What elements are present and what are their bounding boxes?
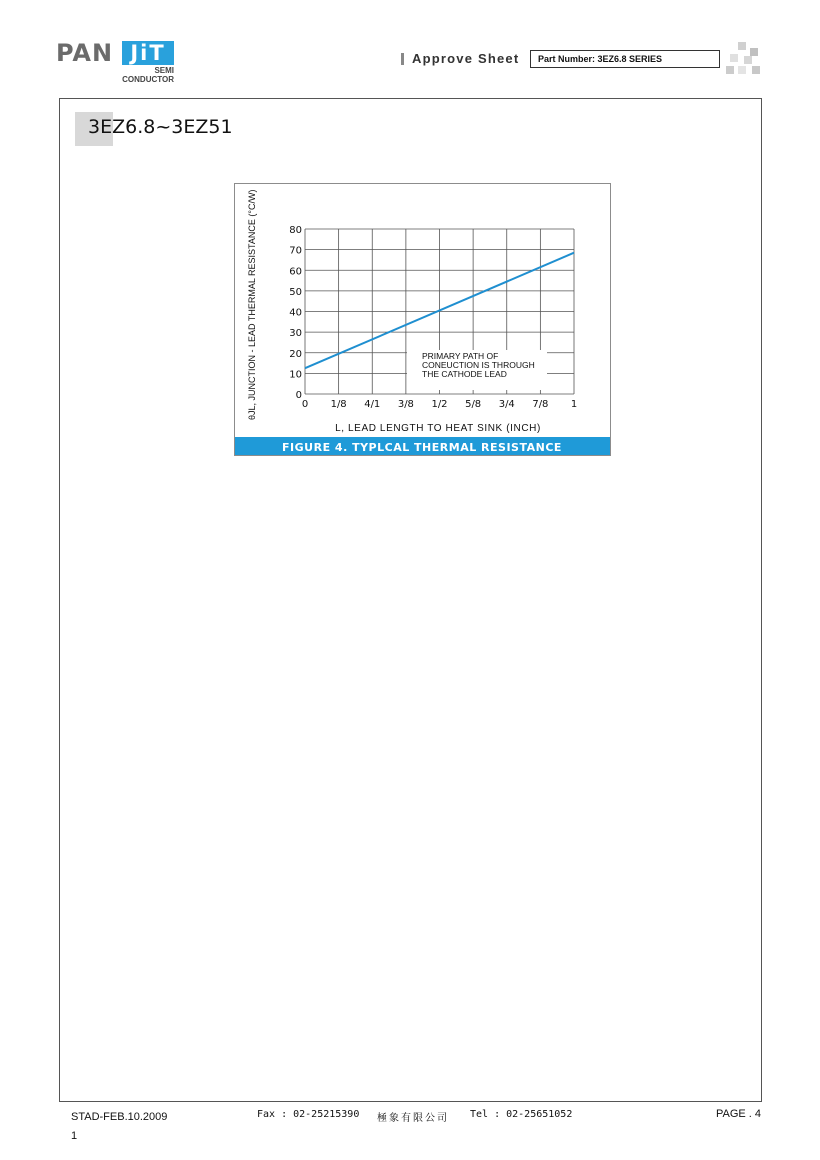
y-tick-label: 0 <box>295 390 302 401</box>
x-tick-label: 5/8 <box>465 399 482 410</box>
logo-conductor-text: CONDUCTOR <box>122 75 174 84</box>
footer-company: 極象有限公司 <box>377 1113 449 1124</box>
y-tick-label: 20 <box>289 348 302 360</box>
footer-sheet-number: 1 <box>71 1130 78 1142</box>
x-tick-label: 4/1 <box>364 399 381 410</box>
logo-pan-text: PAN <box>56 39 114 67</box>
x-tick-label: 7/8 <box>532 399 549 410</box>
y-tick-label: 40 <box>289 307 302 319</box>
annotation-line-2: CONEUCTION IS THROUGH <box>422 360 535 370</box>
x-tick-labels <box>302 399 577 410</box>
y-axis-label: θJL, JUNCTION - LEAD THERMAL RESISTANCE (°C/W) <box>247 189 257 420</box>
thermal-resistance-chart <box>235 184 610 455</box>
approve-sheet-label: Approve Sheet <box>412 51 520 66</box>
x-tick-label: 3/8 <box>397 399 414 410</box>
y-tick-label: 10 <box>289 369 302 381</box>
logo-semi-text: SEMI <box>154 66 174 75</box>
part-number-box: Part Number: 3EZ6.8 SERIES <box>530 50 720 68</box>
x-axis-label: L, LEAD LENGTH TO HEAT SINK (INCH) <box>335 423 541 434</box>
figure-caption: FIGURE 4. TYPLCAL THERMAL RESISTANCE <box>282 441 562 454</box>
thermal-resistance-figure <box>234 183 611 456</box>
x-tick-label: 0 <box>301 399 309 410</box>
x-tick-label: 1/8 <box>330 399 347 410</box>
x-tick-label: 1/2 <box>431 399 448 410</box>
y-tick-labels <box>289 225 302 401</box>
y-tick-label: 80 <box>289 225 302 236</box>
annotation-line-1: PRIMARY PATH OF <box>422 351 499 361</box>
y-tick-label: 50 <box>289 286 302 298</box>
annotation-line-3: THE CATHODE LEAD <box>422 369 507 379</box>
approve-marker <box>401 53 404 65</box>
footer-date: STAD-FEB.10.2009 <box>71 1111 168 1123</box>
logo-jit-text: JiT <box>122 41 174 65</box>
panjit-logo <box>56 40 178 88</box>
footer-fax: Fax : 02-25215390 <box>257 1109 360 1120</box>
x-tick-label: 3/4 <box>498 399 515 410</box>
x-tick-label: 1 <box>570 399 578 410</box>
footer-tel: Tel : 02-25651052 <box>470 1109 573 1120</box>
y-tick-label: 30 <box>289 328 302 340</box>
checker-pattern-icon <box>726 42 762 78</box>
page-title: 3EZ6.8~3EZ51 <box>88 116 233 138</box>
y-tick-label: 70 <box>289 245 302 257</box>
y-tick-label: 60 <box>289 266 302 278</box>
footer-page-number: PAGE . 4 <box>716 1108 762 1120</box>
